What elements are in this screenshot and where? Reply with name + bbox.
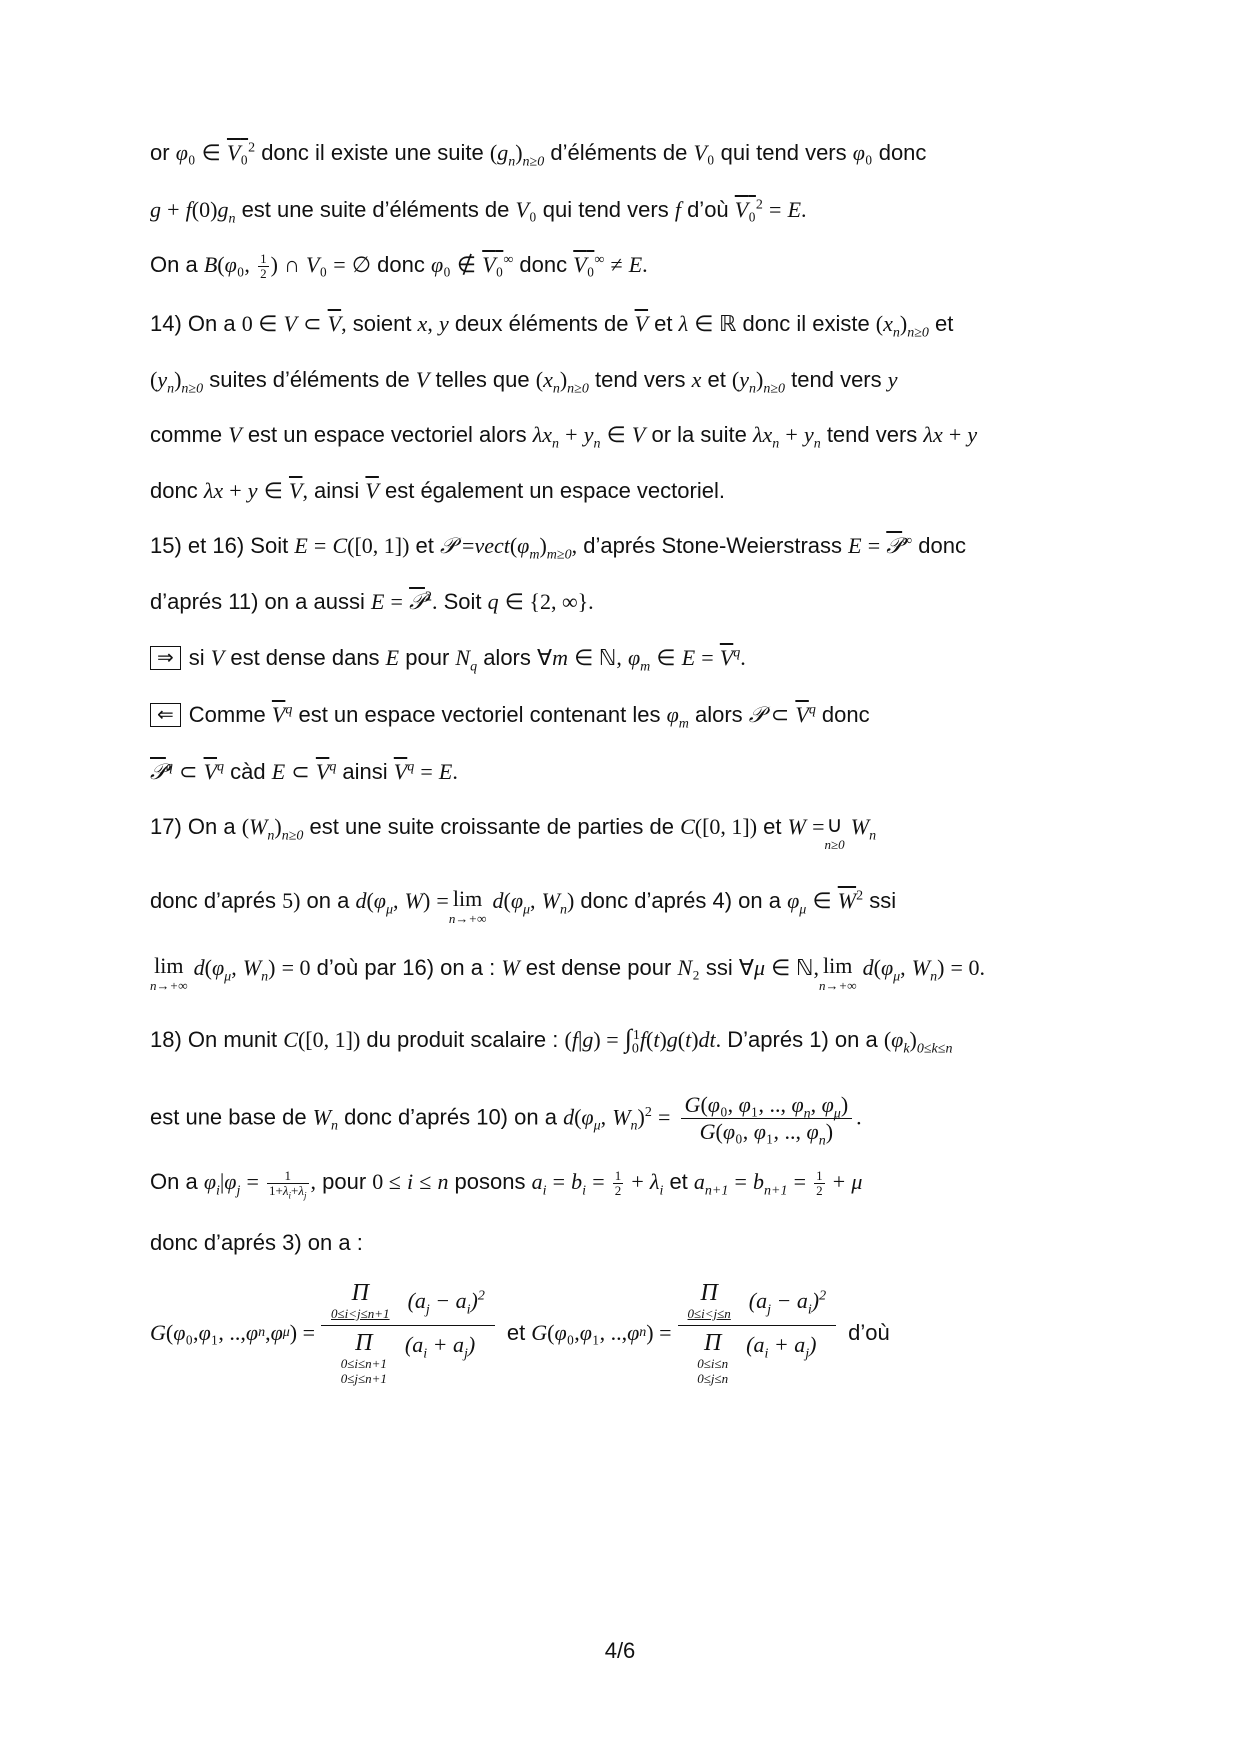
paragraph-line: d’aprés 11) on a aussi E = 𝒫$^2$. Soit q ∈ {2, ∞}. — [150, 589, 594, 614]
paragraph-line: donc λx + y ∈ $\overline{V}$, ainsi $\overline{V}$ est également un espace vectoriel. — [150, 478, 725, 503]
paragraph-line: est une base de $W_n$ donc d’aprés 10) on a $d(\varphi_\mu$, $W_n)^2$ = $\frac{G(\varphi_0, \varphi_1, .., \varphi_n, \varphi_\mu)}{G(\varphi_0, \varphi_1, .., \varphi_n)}$ . — [150, 1092, 862, 1149]
paragraph-line: ⇐ Comme $\overline{V}^q$ est un espace vectoriel contenant les $\varphi_m$ alors 𝒫 ⊂ $\overline{V}^q$ donc — [150, 700, 1110, 730]
gram-fraction-1: Π 0≤i<j≤n+1 $(a_j - a_i)^2$ Π 0≤i≤n+1 0≤j≤n+1 $(a_i + a_j)$ — [321, 1280, 495, 1386]
gram-formula-line: G ( φ ₀, φ ₁, .., φ n , φ μ ) = Π 0≤i<j≤n+1 $(a_j - a_i)^2$ Π 0≤i≤n+1 0≤j≤n+1 $(a_i + a_j)$ et G ( φ ₀, φ ₁, .., φ n ) = Π 0≤i<j≤n $(a_j - a_i)^2$ Π 0≤i≤n 0≤j≤n $(a_i + a_j)$ d’où — [150, 1280, 890, 1386]
paragraph-line: ⇒ si V est dense dans E pour $N_q$ alors ∀m ∈ ℕ, $\varphi_m$ ∈ $E = \overline{V}^q$. — [150, 643, 1110, 673]
implies-box: ⇒ — [150, 646, 181, 670]
paragraph-line: $g + f(0)g_n$ est une suite d’éléments de V₀ qui tend vers f d’où $\overline{V}_0^2 = E$. — [150, 197, 807, 227]
paragraph-line: On a B(φ₀, $\frac{1}{2}$ ) ∩ V₀ = ∅ donc φ₀ ∉ $\overline{V}_0^\infty$ donc $\overline{V}_0^\infty \ne E$. — [150, 250, 648, 281]
page-number: 4/6 — [604, 1638, 636, 1663]
paragraph-line: donc d’aprés 3) on a : — [150, 1230, 363, 1255]
paragraph-line: 18) On munit C([0, 1]) du produit scalaire : $(f|g) = \int_0^1f(t)g(t)dt$. D’aprés 1) on a $(\varphi_k)_{0\le k\le n}$ — [150, 1024, 953, 1057]
paragraph-line: On a $\varphi_i|\varphi_j$ = $\frac{1}{1+\lambda_i+\lambda_j}$ , pour 0 ≤ i ≤ n posons $a_i = b_i$ = $\frac{1}{2}$ + $\lambda_i$ et $a_{n+1} = b_{n+1}$ = $\frac{1}{2}$ + μ — [150, 1167, 863, 1201]
paragraph-line: donc d’aprés 5) on a $d(\varphi_\mu$, W) = lim n→+∞ $d(\varphi_\mu$, $W_n$) donc d’aprés 4) on a $\varphi_\mu$ ∈ $\overline{W}^2$ ssi — [150, 886, 897, 926]
paragraph-line: or φ₀ ∈ $\overline{V}_0^2$ donc il existe une suite $(g_n)_{n\ge 0}$ d’éléments de V₀ qui tend vers φ₀ donc — [150, 140, 927, 170]
paragraph-line: comme V est un espace vectoriel alors $\lambda x_n + y_n$ ∈ V or la suite $\lambda x_n + y_n$ tend vers λx + y — [150, 422, 978, 452]
paragraph-line: 17) On a $(W_n)_{n\ge 0}$ est une suite croissante de parties de C([0, 1]) et W = ∪ n≥0 $W_n$ — [150, 812, 877, 852]
paragraph-line: $(y_n)_{n\ge 0}$ suites d’éléments de V telles que $(x_n)_{n\ge 0}$ tend vers x et $(y_n)_{n\ge 0}$ tend vers y — [150, 367, 898, 397]
paragraph-line: 𝒫$^q$ ⊂ $\overline{V}^q$ càd E ⊂ $\overline{V}^q$ ainsi $\overline{V}^q = E$. — [150, 759, 458, 784]
paragraph-line: 14) On a 0 ∈ V ⊂ $\overline{V}$, soient x, y deux éléments de $\overline{V}$ et λ ∈ ℝ donc il existe $(x_n)_{n\ge 0}$ et — [150, 311, 954, 341]
paragraph-line: 15) et 16) Soit E = C([0, 1]) et 𝒫 $=vect(\varphi_m)_{m\ge 0}$, d’aprés Stone-Weierstrass E = 𝒫∞ donc — [150, 533, 966, 563]
gram-fraction-2: Π 0≤i<j≤n $(a_j - a_i)^2$ Π 0≤i≤n 0≤j≤n $(a_i + a_j)$ — [678, 1280, 837, 1386]
paragraph-line: lim n→+∞ $d(\varphi_\mu$, $W_n) = 0$ d’où par 16) on a : W est dense pour N₂ ssi ∀μ ∈ ℕ, lim n→+∞ $d(\varphi_\mu$, $W_n) = 0$. — [150, 953, 985, 993]
implied-by-box: ⇐ — [150, 703, 181, 727]
